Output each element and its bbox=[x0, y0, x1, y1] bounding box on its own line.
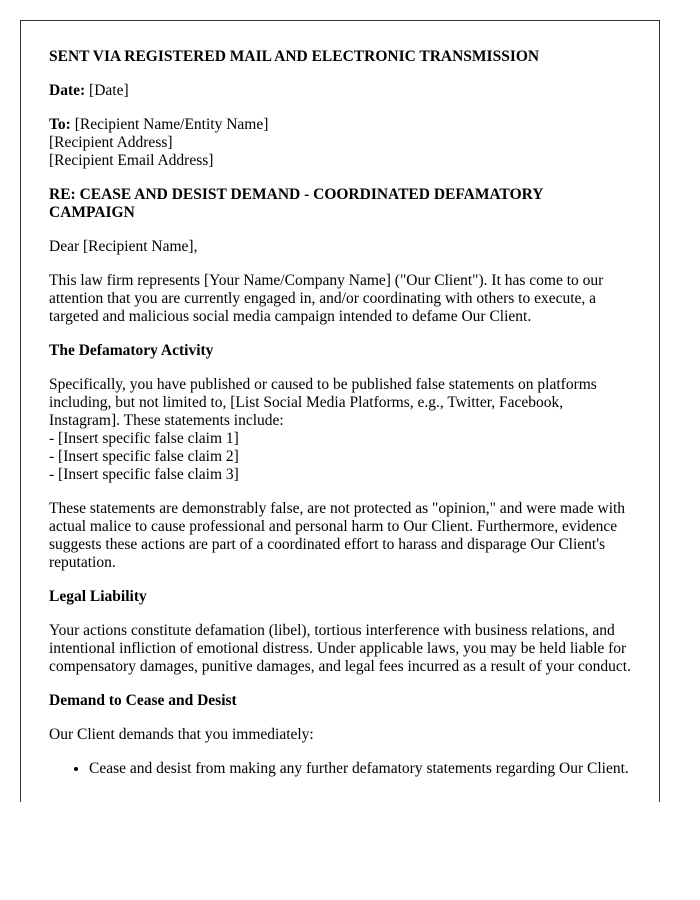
date-line bbox=[49, 82, 631, 100]
recipient-address: [Recipient Address] bbox=[49, 134, 173, 151]
letter-content bbox=[21, 21, 659, 778]
date-value: [Date] bbox=[85, 82, 129, 99]
falsity-paragraph: These statements are demonstrably false, are not protected as "opinion," and were made with actual malice to cause professional and personal harm to Our Client. Furthermore, evidence suggests these actions are part of a coordinated effort to harass and disparage Our Client's reputation. bbox=[49, 500, 626, 571]
claim-item: - [Insert specific false claim 1] bbox=[49, 430, 239, 447]
activity-paragraph bbox=[49, 376, 631, 484]
date-label: Date: bbox=[49, 82, 86, 99]
recipient-email: [Recipient Email Address] bbox=[49, 152, 214, 169]
section-heading: Demand to Cease and Desist bbox=[49, 692, 237, 709]
intro-paragraph: This law firm represents [Your Name/Company Name] ("Our Client"). It has come to our attention that you are currently engaged in, and/or coordinating with others to execute, a targeted and malicious social media campaign intended to defame Our Client. bbox=[49, 272, 604, 325]
transmission-header: SENT VIA REGISTERED MAIL AND ELECTRONIC TRANSMISSION bbox=[49, 48, 540, 65]
claim-item: - [Insert specific false claim 2] bbox=[49, 448, 239, 465]
section-heading: Legal Liability bbox=[49, 588, 147, 605]
salutation: Dear [Recipient Name], bbox=[49, 238, 198, 255]
to-label: To: bbox=[49, 116, 71, 133]
liability-paragraph: Your actions constitute defamation (libel), tortious interference with business relations, and intentional infliction of emotional distress. Under applicable laws, you may be held liable for compensatory damages, punitive damages, and legal fees incurred as a result of your conduct. bbox=[49, 622, 631, 675]
activity-text: Specifically, you have published or caused to be published false statements on platforms including, but not limited to, [List Social Media Platforms, e.g., Twitter, Facebook, Instagram]. These statements include: bbox=[49, 376, 597, 429]
re-line: RE: CEASE AND DESIST DEMAND - COORDINATED DEFAMATORY CAMPAIGN bbox=[49, 186, 543, 221]
section-heading: The Defamatory Activity bbox=[49, 342, 214, 359]
recipient-block bbox=[49, 116, 631, 170]
letter-page bbox=[20, 20, 660, 802]
demand-list bbox=[49, 760, 631, 778]
claim-item: - [Insert specific false claim 3] bbox=[49, 466, 239, 483]
recipient-name: [Recipient Name/Entity Name] bbox=[70, 116, 269, 133]
demand-item: • Cease and desist from making any further defamatory statements regarding Our Client. bbox=[89, 760, 631, 778]
demand-intro: Our Client demands that you immediately: bbox=[49, 726, 314, 743]
